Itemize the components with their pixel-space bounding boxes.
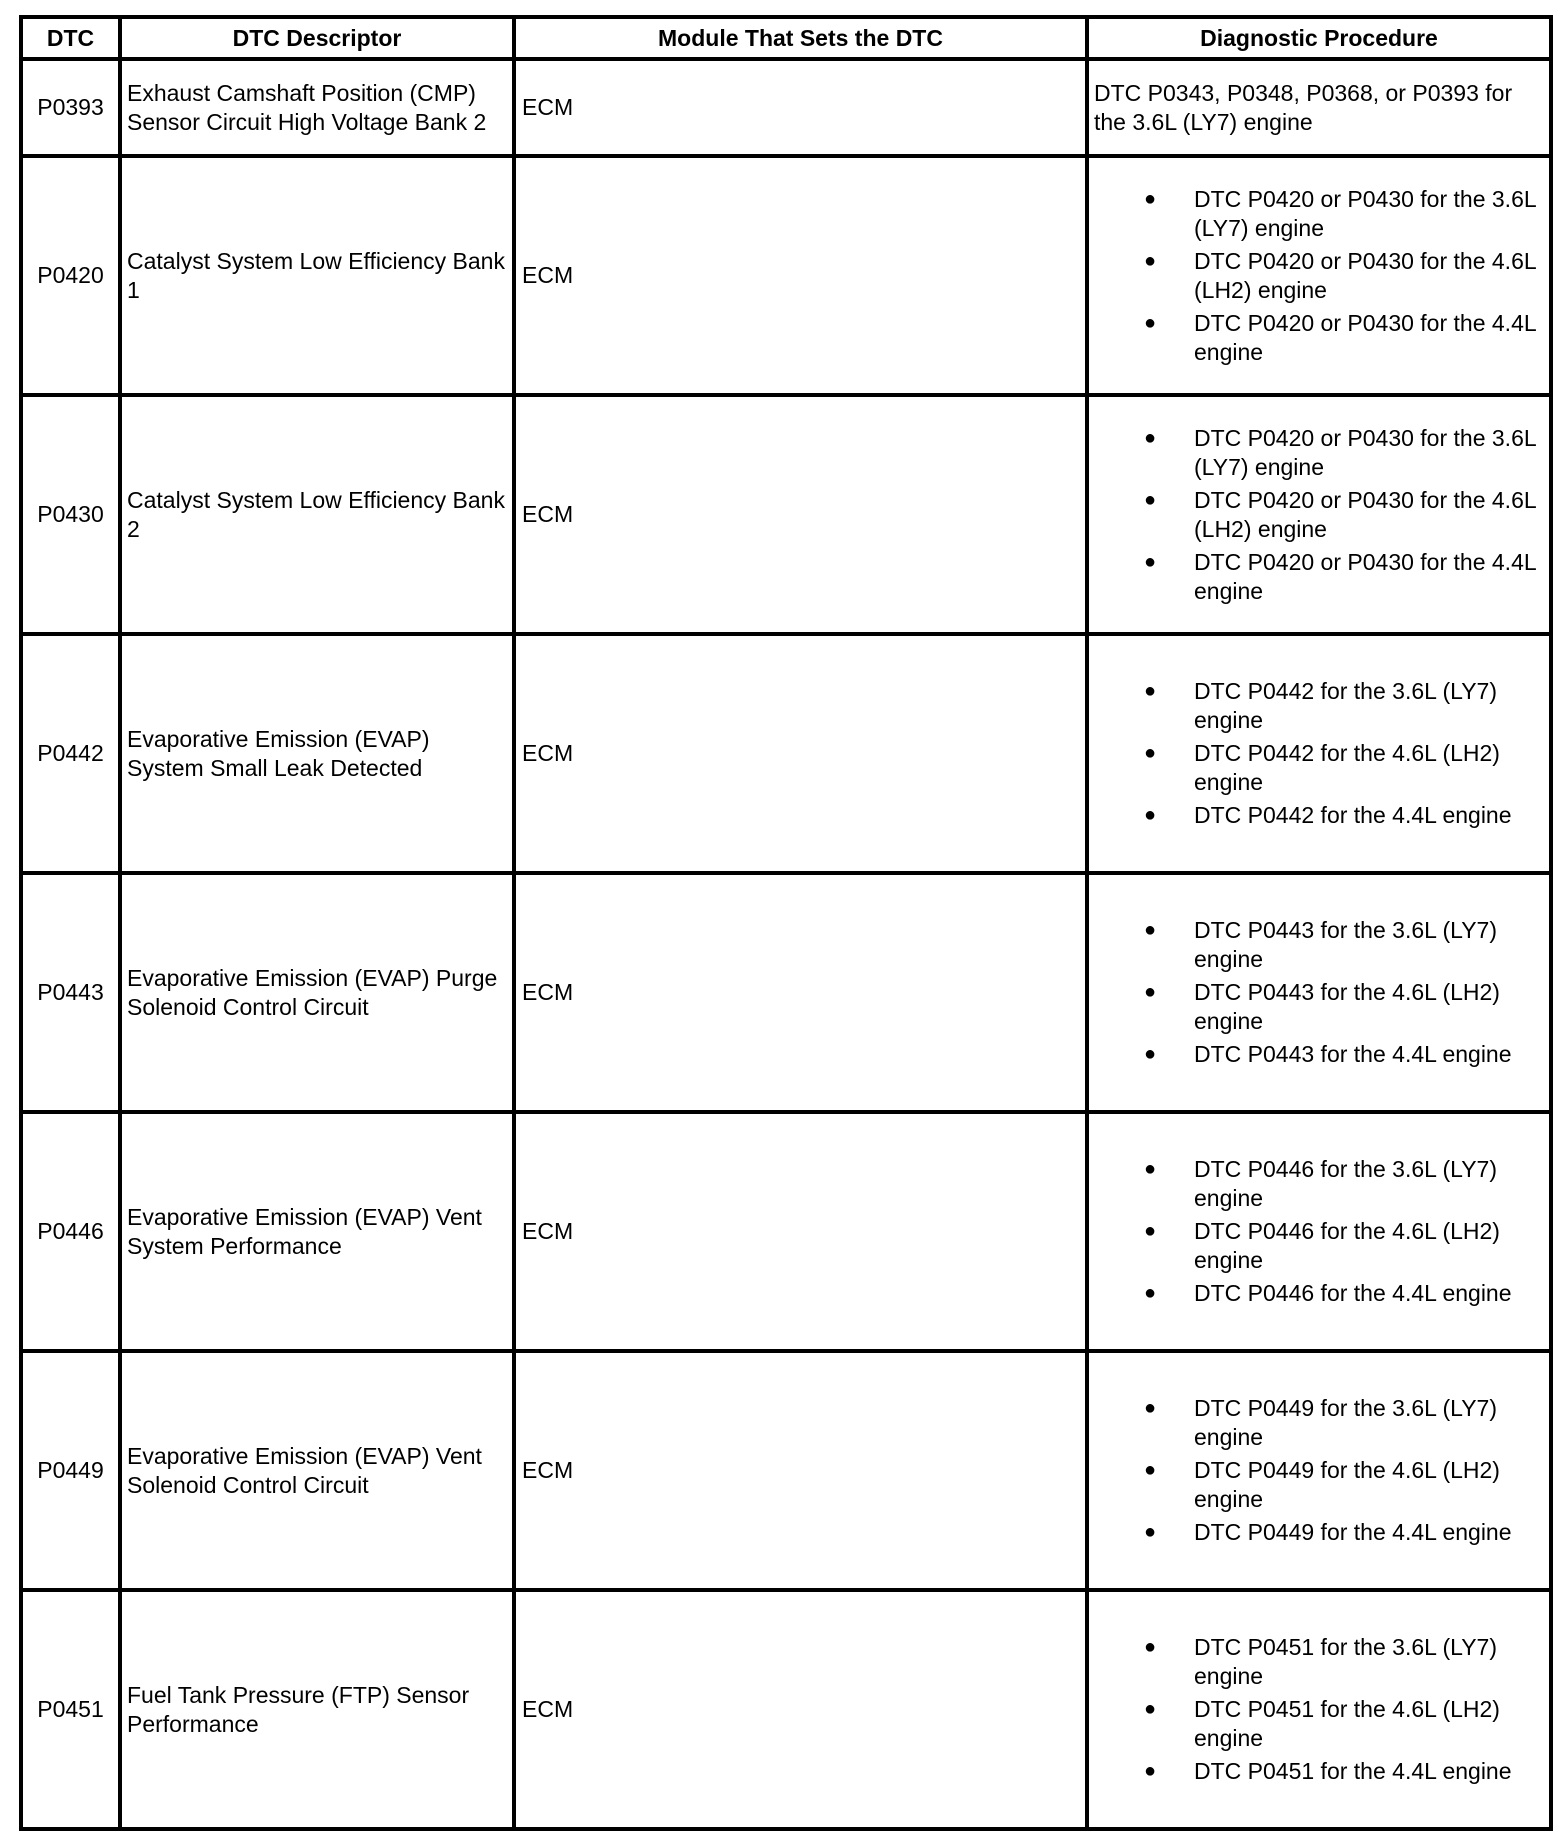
dtc-module: ECM <box>514 1112 1087 1351</box>
table-row <box>21 395 1551 634</box>
header-module: Module That Sets the DTC <box>514 17 1087 59</box>
dtc-descriptor: Catalyst System Low Efficiency Bank 1 <box>120 156 514 395</box>
dtc-descriptor: Evaporative Emission (EVAP) Purge Solenoid Control Circuit <box>120 873 514 1112</box>
header-row <box>21 17 1551 59</box>
dtc-descriptor: Fuel Tank Pressure (FTP) Sensor Performance <box>120 1590 514 1829</box>
procedure-link[interactable]: DTC P0443 for the 3.6L (LY7) engine <box>1194 917 1497 972</box>
dtc-table <box>19 15 1553 1831</box>
bullet-icon: ● <box>1144 1043 1157 1065</box>
bullet-icon: ● <box>1144 249 1157 272</box>
procedure-link[interactable]: DTC P0442 for the 4.4L engine <box>1194 802 1512 828</box>
procedure-link[interactable]: DTC P0451 for the 4.6L (LH2) engine <box>1194 1696 1500 1751</box>
procedure-item[interactable] <box>1094 1217 1544 1275</box>
procedure-item[interactable] <box>1094 916 1544 974</box>
table-row <box>21 1351 1551 1590</box>
dtc-code: P0442 <box>21 634 120 873</box>
procedure-item[interactable] <box>1094 1155 1544 1213</box>
dtc-code: P0443 <box>21 873 120 1112</box>
bullet-icon: ● <box>1144 1397 1157 1419</box>
bullet-icon: ● <box>1144 488 1157 511</box>
procedure-link[interactable]: DTC P0420 or P0430 for the 4.4L engine <box>1194 548 1536 604</box>
dtc-module: ECM <box>514 1351 1087 1590</box>
procedure-list <box>1094 1394 1544 1547</box>
diagnostic-procedure <box>1087 634 1551 873</box>
procedure-item[interactable] <box>1094 1456 1544 1514</box>
bullet-icon: ● <box>1144 1459 1157 1481</box>
procedure-link[interactable]: DTC P0420 or P0430 for the 3.6L (LY7) engine <box>1194 424 1536 480</box>
procedure-item[interactable] <box>1094 1040 1544 1069</box>
table-row <box>21 156 1551 395</box>
table-row <box>21 1590 1551 1829</box>
procedure-item[interactable] <box>1094 1757 1544 1786</box>
procedure-item[interactable] <box>1094 1394 1544 1452</box>
procedure-item[interactable] <box>1094 801 1544 830</box>
bullet-icon: ● <box>1144 1760 1157 1782</box>
bullet-icon: ● <box>1144 1521 1157 1543</box>
dtc-code: P0449 <box>21 1351 120 1590</box>
dtc-module: ECM <box>514 156 1087 395</box>
bullet-icon: ● <box>1144 187 1157 210</box>
procedure-link[interactable]: DTC P0420 or P0430 for the 3.6L (LY7) engine <box>1194 185 1536 241</box>
procedure-item[interactable] <box>1094 486 1544 544</box>
bullet-icon: ● <box>1144 426 1157 449</box>
diagnostic-procedure: DTC P0343, P0348, P0368, or P0393 for the 3.6L (LY7) engine <box>1087 59 1551 156</box>
procedure-item[interactable] <box>1094 309 1544 367</box>
diagnostic-procedure <box>1087 395 1551 634</box>
dtc-code: P0430 <box>21 395 120 634</box>
bullet-icon: ● <box>1144 550 1157 573</box>
procedure-link[interactable]: DTC P0442 for the 4.6L (LH2) engine <box>1194 740 1500 795</box>
procedure-link[interactable]: DTC P0446 for the 3.6L (LY7) engine <box>1194 1156 1497 1211</box>
procedure-list <box>1094 424 1544 606</box>
header-dtc: DTC <box>21 17 120 59</box>
bullet-icon: ● <box>1144 1220 1157 1242</box>
procedure-link[interactable]: DTC P0420 or P0430 for the 4.4L engine <box>1194 309 1536 365</box>
bullet-icon: ● <box>1144 804 1157 826</box>
bullet-icon: ● <box>1144 1282 1157 1304</box>
bullet-icon: ● <box>1144 919 1157 941</box>
dtc-descriptor: Evaporative Emission (EVAP) Vent Solenoid Control Circuit <box>120 1351 514 1590</box>
procedure-link[interactable]: DTC P0446 for the 4.6L (LH2) engine <box>1194 1218 1500 1273</box>
bullet-icon: ● <box>1144 981 1157 1003</box>
procedure-item[interactable] <box>1094 185 1544 243</box>
header-descriptor: DTC Descriptor <box>120 17 514 59</box>
procedure-item[interactable] <box>1094 677 1544 735</box>
procedure-item[interactable] <box>1094 1518 1544 1547</box>
dtc-descriptor: Exhaust Camshaft Position (CMP) Sensor Circuit High Voltage Bank 2 <box>120 59 514 156</box>
procedure-list <box>1094 185 1544 367</box>
table-row <box>21 59 1551 156</box>
procedure-link[interactable]: DTC P0449 for the 4.6L (LH2) engine <box>1194 1457 1500 1512</box>
procedure-item[interactable] <box>1094 1633 1544 1691</box>
bullet-icon: ● <box>1144 742 1157 764</box>
diagnostic-procedure <box>1087 1351 1551 1590</box>
procedure-link[interactable]: DTC P0451 for the 3.6L (LY7) engine <box>1194 1634 1497 1689</box>
procedure-link[interactable]: DTC P0451 for the 4.4L engine <box>1194 1758 1512 1784</box>
procedure-link[interactable]: DTC P0446 for the 4.4L engine <box>1194 1280 1512 1306</box>
procedure-link[interactable]: DTC P0420 or P0430 for the 4.6L (LH2) engine <box>1194 247 1536 303</box>
procedure-list <box>1094 677 1544 830</box>
procedure-link[interactable]: DTC P0420 or P0430 for the 4.6L (LH2) engine <box>1194 486 1536 542</box>
dtc-code: P0393 <box>21 59 120 156</box>
procedure-link[interactable]: DTC P0443 for the 4.4L engine <box>1194 1041 1512 1067</box>
dtc-module: ECM <box>514 1590 1087 1829</box>
dtc-module: ECM <box>514 873 1087 1112</box>
dtc-code: P0420 <box>21 156 120 395</box>
dtc-descriptor: Evaporative Emission (EVAP) System Small Leak Detected <box>120 634 514 873</box>
procedure-item[interactable] <box>1094 424 1544 482</box>
procedure-item[interactable] <box>1094 548 1544 606</box>
procedure-link[interactable]: DTC P0449 for the 3.6L (LY7) engine <box>1194 1395 1497 1450</box>
diagnostic-procedure <box>1087 1590 1551 1829</box>
diagnostic-procedure <box>1087 156 1551 395</box>
dtc-code: P0451 <box>21 1590 120 1829</box>
dtc-module: ECM <box>514 395 1087 634</box>
diagnostic-procedure <box>1087 873 1551 1112</box>
procedure-item[interactable] <box>1094 978 1544 1036</box>
procedure-list <box>1094 1633 1544 1786</box>
procedure-item[interactable] <box>1094 1279 1544 1308</box>
dtc-descriptor: Evaporative Emission (EVAP) Vent System Performance <box>120 1112 514 1351</box>
table-row <box>21 873 1551 1112</box>
procedure-list <box>1094 916 1544 1069</box>
procedure-item[interactable] <box>1094 247 1544 305</box>
dtc-code: P0446 <box>21 1112 120 1351</box>
table-row <box>21 1112 1551 1351</box>
bullet-icon: ● <box>1144 1636 1157 1658</box>
bullet-icon: ● <box>1144 1158 1157 1180</box>
table-row <box>21 634 1551 873</box>
procedure-item[interactable] <box>1094 739 1544 797</box>
procedure-link[interactable]: DTC P0442 for the 3.6L (LY7) engine <box>1194 678 1497 733</box>
procedure-link[interactable]: DTC P0449 for the 4.4L engine <box>1194 1519 1512 1545</box>
diagnostic-procedure <box>1087 1112 1551 1351</box>
bullet-icon: ● <box>1144 311 1157 334</box>
procedure-link[interactable]: DTC P0443 for the 4.6L (LH2) engine <box>1194 979 1500 1034</box>
bullet-icon: ● <box>1144 680 1157 702</box>
dtc-descriptor: Catalyst System Low Efficiency Bank 2 <box>120 395 514 634</box>
dtc-module: ECM <box>514 634 1087 873</box>
dtc-module: ECM <box>514 59 1087 156</box>
header-procedure: Diagnostic Procedure <box>1087 17 1551 59</box>
procedure-list <box>1094 1155 1544 1308</box>
procedure-item[interactable] <box>1094 1695 1544 1753</box>
bullet-icon: ● <box>1144 1698 1157 1720</box>
